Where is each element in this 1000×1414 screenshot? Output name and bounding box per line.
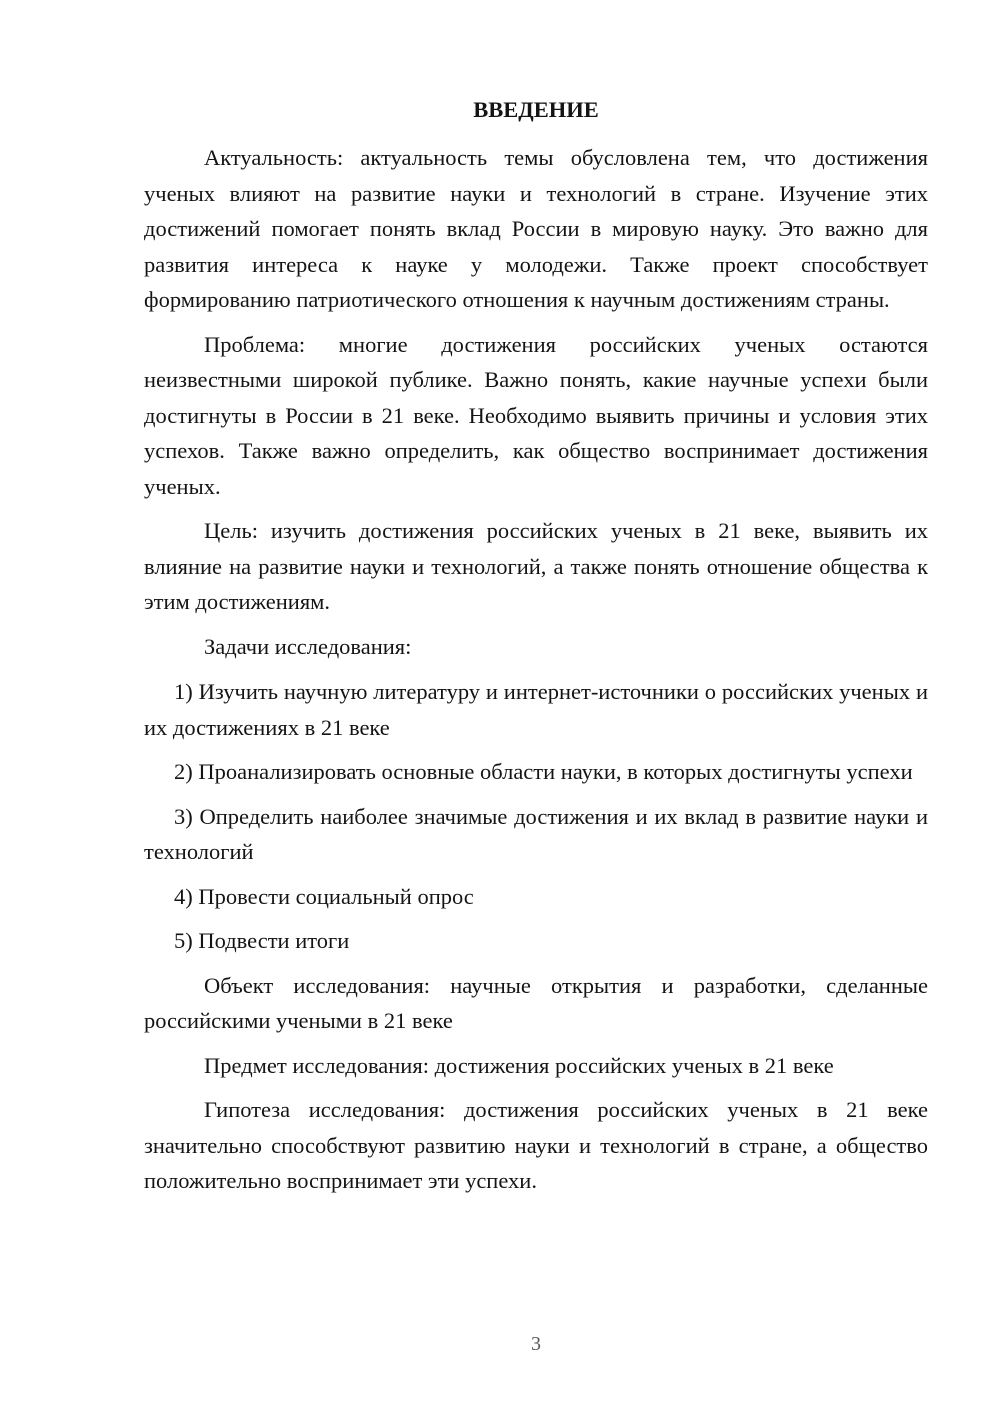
goal-paragraph: Цель: изучить достижения российских ученых в 21 веке, выявить их влияние на развитие науки и технологий, а также понять отношение общества к этим достижениям.: [144, 518, 928, 614]
object-paragraph: Объект исследования: научные открытия и разработки, сделанные российскими учеными в 21 веке: [144, 972, 928, 1033]
page-title: ВВЕДЕНИЕ: [473, 97, 599, 122]
task-item-4: 4) Провести социальный опрос: [174, 883, 474, 909]
problem-paragraph: Проблема: многие достижения российских ученых остаются неизвестными широкой публике. Важно понять, какие научные успехи были достигнуты в России в 21 веке. Необходимо выявить причины и условия этих успехов. Также важно определить, как общество воспринимает достижения ученых.: [144, 331, 928, 499]
document-page: [144, 96, 928, 1208]
task-item-3: 3) Определить наиболее значимые достижения и их вклад в развитие науки и технологий: [144, 803, 928, 864]
hypothesis-paragraph: Гипотеза исследования: достижения российских ученых в 21 веке значительно способствуют развитию науки и технологий в стране, а общество положительно воспринимает эти успехи.: [144, 1097, 928, 1193]
relevance-paragraph: Актуальность: актуальность темы обусловлена тем, что достижения ученых влияют на развитие науки и технологий в стране. Изучение этих достижений помогает понять вклад России в мировую науку. Это важно для развития интереса к науке у молодежи. Также проект способствует формированию патриотического отношения к научным достижениям страны.: [144, 145, 928, 312]
tasks-heading: Задачи исследования:: [204, 633, 412, 659]
task-item-5: 5) Подвести итоги: [174, 928, 350, 953]
task-item-1: 1) Изучить научную литературу и интернет-источники о российских ученых и их достижениях в 21 веке: [144, 679, 928, 740]
page-number: 3: [531, 1333, 541, 1355]
subject-paragraph: Предмет исследования: достижения российских ученых в 21 веке: [204, 1052, 834, 1078]
task-item-2: 2) Проанализировать основные области науки, в которых достигнуты успехи: [174, 759, 913, 784]
